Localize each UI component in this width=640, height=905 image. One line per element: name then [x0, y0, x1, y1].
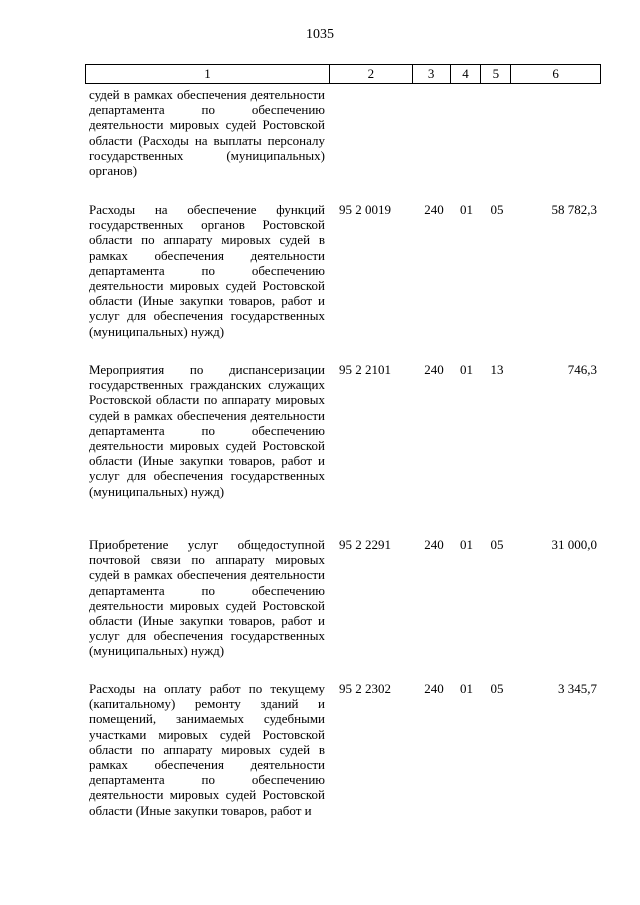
row-target-code: 95 2 2101	[339, 362, 391, 377]
row-amount: 3 345,7	[558, 681, 597, 696]
row-amount: 58 782,3	[551, 202, 597, 217]
row-subsection: 05	[490, 202, 504, 217]
row-target-code: 95 2 0019	[339, 202, 391, 217]
row-description: Расходы на оплату работ по текущему (капитальному) ремонту зданий и помещений, занимаемых судебными участками мировых судей Ростовской области по аппарату мировых судей в рамках обеспечения деятельности департамента по обеспечению деятельности мировых судей Ростовской области (Иные закупки товаров, работ и	[89, 681, 325, 818]
header-col-4: 4	[451, 65, 482, 83]
row-expense-type: 240	[424, 362, 444, 377]
row-target-code: 95 2 2291	[339, 537, 391, 552]
continuation-description: судей в рамках обеспечения деятельности департамента по обеспечению деятельности мировых судей Ростовской области (Расходы на выплаты персоналу государственных (муниципальных) органов)	[89, 87, 325, 179]
row-subsection: 13	[490, 362, 504, 377]
row-expense-type: 240	[424, 537, 444, 552]
row-expense-type: 240	[424, 681, 444, 696]
row-subsection: 05	[490, 537, 504, 552]
row-description: Мероприятия по диспансеризации государственных гражданских служащих Ростовской области по аппарату мировых судей в рамках обеспечения деятельности департамента по обеспечению деятельности мировых судей Ростовской области (Иные закупки товаров, работ и услуг для обеспечения государственных (муниципальных) нужд)	[89, 362, 325, 499]
header-col-3: 3	[413, 65, 451, 83]
table-header	[85, 64, 601, 84]
row-subsection: 05	[490, 681, 504, 696]
row-section: 01	[460, 537, 473, 552]
row-section: 01	[460, 681, 473, 696]
row-amount: 746,3	[567, 362, 597, 377]
row-description: Расходы на обеспечение функций государственных органов Ростовской области по аппарату мировых судей в рамках обеспечения деятельности департамента по обеспечению деятельности мировых судей Ростовской области (Иные закупки товаров, работ и услуг для обеспечения государственных (муниципальных) нужд)	[89, 202, 325, 339]
page-number: 1035	[306, 27, 334, 42]
row-section: 01	[460, 362, 473, 377]
row-section: 01	[460, 202, 473, 217]
row-target-code: 95 2 2302	[339, 681, 391, 696]
row-description: Приобретение услуг общедоступной почтовой связи по аппарату мировых судей в рамках обеспечения деятельности департамента по обеспечению деятельности мировых судей Ростовской области (Иные закупки товаров, работ и услуг для обеспечения государственных (муниципальных) нужд)	[89, 537, 325, 659]
header-col-5: 5	[481, 65, 511, 83]
row-amount: 31 000,0	[551, 537, 597, 552]
header-col-1: 1	[86, 65, 330, 83]
header-col-2: 2	[330, 65, 413, 83]
header-col-6: 6	[552, 66, 559, 81]
row-expense-type: 240	[424, 202, 444, 217]
